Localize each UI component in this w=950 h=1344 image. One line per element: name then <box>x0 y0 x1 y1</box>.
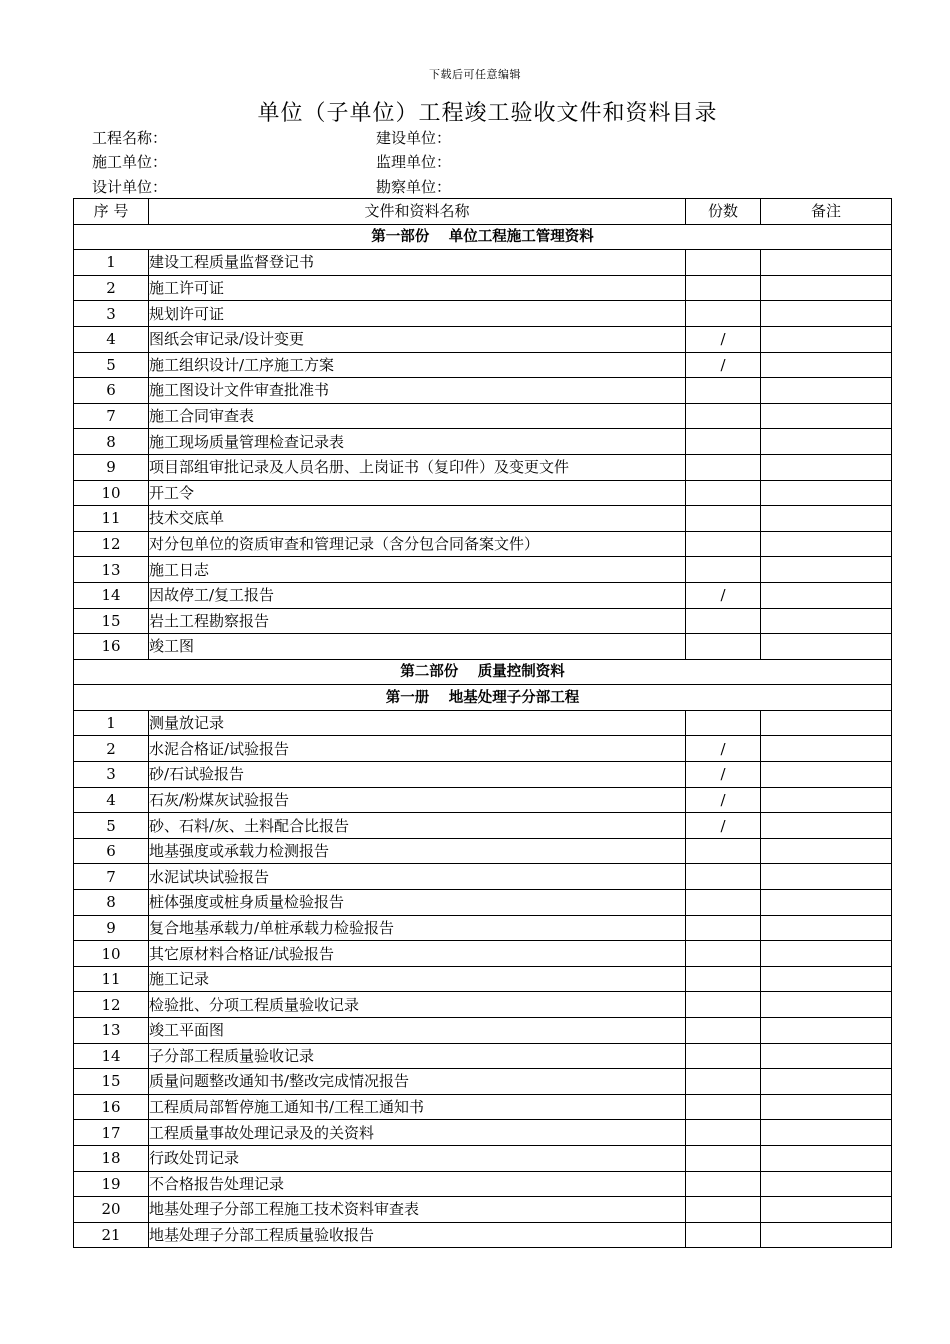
row-document-name: 岩土工程勘察报告 <box>149 608 686 634</box>
row-number: 21 <box>74 1222 149 1248</box>
builder-label: 建设单位： <box>376 129 452 147</box>
row-document-name: 石灰/粉煤灰试验报告 <box>149 787 686 813</box>
row-note <box>761 1043 892 1069</box>
row-document-name: 水泥合格证/试验报告 <box>149 736 686 762</box>
row-document-name: 建设工程质量监督登记书 <box>149 250 686 276</box>
row-copies <box>686 1197 761 1223</box>
row-number: 8 <box>74 429 149 455</box>
table-row <box>74 864 892 890</box>
row-note <box>761 787 892 813</box>
row-document-name: 因故停工/复工报告 <box>149 582 686 608</box>
row-note <box>761 378 892 404</box>
table-row <box>74 813 892 839</box>
row-number: 9 <box>74 915 149 941</box>
section-title: 第一册 地基处理子分部工程 <box>74 685 892 711</box>
table-row <box>74 762 892 788</box>
row-number: 4 <box>74 787 149 813</box>
row-note <box>761 403 892 429</box>
row-number: 5 <box>74 352 149 378</box>
table-row <box>74 480 892 506</box>
section-title: 第二部份 质量控制资料 <box>74 659 892 685</box>
row-copies <box>686 966 761 992</box>
row-copies <box>686 250 761 276</box>
row-note <box>761 1171 892 1197</box>
row-note <box>761 966 892 992</box>
row-note <box>761 352 892 378</box>
row-note <box>761 301 892 327</box>
row-document-name: 地基强度或承载力检测报告 <box>149 838 686 864</box>
row-number: 9 <box>74 454 149 480</box>
table-row <box>74 429 892 455</box>
row-copies <box>686 710 761 736</box>
row-document-name: 施工许可证 <box>149 275 686 301</box>
row-copies: / <box>686 736 761 762</box>
row-copies <box>686 531 761 557</box>
table-row <box>74 275 892 301</box>
row-document-name: 不合格报告处理记录 <box>149 1171 686 1197</box>
row-note <box>761 813 892 839</box>
table-row <box>74 787 892 813</box>
row-number: 3 <box>74 762 149 788</box>
row-number: 12 <box>74 992 149 1018</box>
row-note <box>761 1222 892 1248</box>
row-copies <box>686 454 761 480</box>
section-row <box>74 685 892 711</box>
section-row <box>74 224 892 250</box>
row-note <box>761 915 892 941</box>
row-document-name: 技术交底单 <box>149 506 686 532</box>
row-document-name: 行政处罚记录 <box>149 1145 686 1171</box>
row-number: 17 <box>74 1120 149 1146</box>
header-seq: 序 号 <box>74 199 149 225</box>
row-copies: / <box>686 762 761 788</box>
row-document-name: 竣工平面图 <box>149 1018 686 1044</box>
row-number: 6 <box>74 838 149 864</box>
row-copies <box>686 480 761 506</box>
row-note <box>761 480 892 506</box>
table-row <box>74 634 892 660</box>
row-note <box>761 1018 892 1044</box>
table-row <box>74 1197 892 1223</box>
header-note: 备注 <box>761 199 892 225</box>
row-copies <box>686 506 761 532</box>
row-note <box>761 736 892 762</box>
row-copies <box>686 1043 761 1069</box>
row-number: 19 <box>74 1171 149 1197</box>
row-note <box>761 1069 892 1095</box>
designer-label: 设计单位： <box>92 178 168 196</box>
row-copies <box>686 557 761 583</box>
table-row <box>74 966 892 992</box>
row-copies <box>686 1018 761 1044</box>
row-copies <box>686 1094 761 1120</box>
row-note <box>761 1120 892 1146</box>
table-row <box>74 352 892 378</box>
row-document-name: 施工图设计文件审查批准书 <box>149 378 686 404</box>
row-note <box>761 454 892 480</box>
row-copies <box>686 941 761 967</box>
row-copies <box>686 608 761 634</box>
table-row <box>74 890 892 916</box>
table-row <box>74 557 892 583</box>
supervisor-label: 监理单位： <box>376 153 452 171</box>
table-row <box>74 1069 892 1095</box>
row-number: 16 <box>74 1094 149 1120</box>
table-row <box>74 506 892 532</box>
row-copies <box>686 429 761 455</box>
row-document-name: 施工组织设计/工序施工方案 <box>149 352 686 378</box>
table-row <box>74 736 892 762</box>
row-document-name: 质量问题整改通知书/整改完成情况报告 <box>149 1069 686 1095</box>
row-copies: / <box>686 582 761 608</box>
row-note <box>761 557 892 583</box>
row-document-name: 施工记录 <box>149 966 686 992</box>
row-note <box>761 531 892 557</box>
table-row <box>74 710 892 736</box>
row-number: 5 <box>74 813 149 839</box>
table-row <box>74 531 892 557</box>
table-header-row <box>74 199 892 225</box>
table-row <box>74 1145 892 1171</box>
row-note <box>761 326 892 352</box>
table-row <box>74 1171 892 1197</box>
row-copies <box>686 992 761 1018</box>
row-note <box>761 582 892 608</box>
row-copies: / <box>686 813 761 839</box>
row-copies <box>686 1171 761 1197</box>
row-number: 14 <box>74 1043 149 1069</box>
table-row <box>74 454 892 480</box>
row-copies <box>686 403 761 429</box>
row-document-name: 复合地基承载力/单桩承载力检验报告 <box>149 915 686 941</box>
row-document-name: 图纸会审记录/设计变更 <box>149 326 686 352</box>
table-row <box>74 403 892 429</box>
row-number: 1 <box>74 250 149 276</box>
row-document-name: 地基处理子分部工程施工技术资料审查表 <box>149 1197 686 1223</box>
row-copies: / <box>686 326 761 352</box>
row-document-name: 砂、石料/灰、土料配合比报告 <box>149 813 686 839</box>
row-note <box>761 838 892 864</box>
row-note <box>761 864 892 890</box>
row-document-name: 施工日志 <box>149 557 686 583</box>
row-number: 10 <box>74 941 149 967</box>
row-number: 16 <box>74 634 149 660</box>
row-number: 11 <box>74 966 149 992</box>
row-copies: / <box>686 352 761 378</box>
row-document-name: 测量放记录 <box>149 710 686 736</box>
row-number: 13 <box>74 1018 149 1044</box>
row-document-name: 砂/石试验报告 <box>149 762 686 788</box>
row-document-name: 规划许可证 <box>149 301 686 327</box>
table-row <box>74 250 892 276</box>
table-row <box>74 1018 892 1044</box>
row-copies <box>686 634 761 660</box>
row-document-name: 竣工图 <box>149 634 686 660</box>
table-row <box>74 326 892 352</box>
row-number: 20 <box>74 1197 149 1223</box>
table-row <box>74 992 892 1018</box>
row-copies <box>686 1120 761 1146</box>
row-copies <box>686 301 761 327</box>
row-note <box>761 275 892 301</box>
row-copies <box>686 915 761 941</box>
row-note <box>761 762 892 788</box>
row-document-name: 检验批、分项工程质量验收记录 <box>149 992 686 1018</box>
row-number: 6 <box>74 378 149 404</box>
row-number: 2 <box>74 275 149 301</box>
row-number: 4 <box>74 326 149 352</box>
row-number: 7 <box>74 403 149 429</box>
row-note <box>761 634 892 660</box>
row-note <box>761 250 892 276</box>
row-document-name: 项目部组审批记录及人员名册、上岗证书（复印件）及变更文件 <box>149 454 686 480</box>
project-name-label: 工程名称： <box>92 129 168 147</box>
row-copies <box>686 1069 761 1095</box>
row-document-name: 子分部工程质量验收记录 <box>149 1043 686 1069</box>
row-document-name: 工程质局部暂停施工通知书/工程工通知书 <box>149 1094 686 1120</box>
row-document-name: 对分包单位的资质审查和管理记录（含分包合同备案文件） <box>149 531 686 557</box>
watermark-text: 下载后可任意编辑 <box>429 68 521 81</box>
section-row <box>74 659 892 685</box>
row-number: 8 <box>74 890 149 916</box>
row-note <box>761 1197 892 1223</box>
row-note <box>761 1094 892 1120</box>
header-copies: 份数 <box>686 199 761 225</box>
row-copies <box>686 275 761 301</box>
row-document-name: 施工现场质量管理检查记录表 <box>149 429 686 455</box>
row-number: 12 <box>74 531 149 557</box>
table-row <box>74 608 892 634</box>
document-title: 单位（子单位）工程竣工验收文件和资料目录 <box>257 101 718 126</box>
row-number: 13 <box>74 557 149 583</box>
row-note <box>761 941 892 967</box>
row-document-name: 工程质量事故处理记录及的关资料 <box>149 1120 686 1146</box>
row-note <box>761 506 892 532</box>
table-row <box>74 941 892 967</box>
row-document-name: 施工合同审查表 <box>149 403 686 429</box>
row-note <box>761 710 892 736</box>
table-row <box>74 1222 892 1248</box>
row-note <box>761 1145 892 1171</box>
row-document-name: 开工令 <box>149 480 686 506</box>
row-number: 15 <box>74 608 149 634</box>
table-row <box>74 1094 892 1120</box>
row-copies <box>686 890 761 916</box>
header-name: 文件和资料名称 <box>149 199 686 225</box>
row-document-name: 水泥试块试验报告 <box>149 864 686 890</box>
row-number: 14 <box>74 582 149 608</box>
row-copies <box>686 1145 761 1171</box>
row-number: 18 <box>74 1145 149 1171</box>
row-number: 1 <box>74 710 149 736</box>
row-number: 11 <box>74 506 149 532</box>
row-note <box>761 608 892 634</box>
table-row <box>74 1043 892 1069</box>
document-table <box>73 198 892 1248</box>
table-row <box>74 582 892 608</box>
row-note <box>761 429 892 455</box>
row-document-name: 其它原材料合格证/试验报告 <box>149 941 686 967</box>
row-note <box>761 992 892 1018</box>
table-row <box>74 1120 892 1146</box>
row-number: 2 <box>74 736 149 762</box>
row-note <box>761 890 892 916</box>
table-row <box>74 301 892 327</box>
surveyor-label: 勘察单位： <box>376 178 452 196</box>
row-copies: / <box>686 787 761 813</box>
row-copies <box>686 838 761 864</box>
row-copies <box>686 378 761 404</box>
contractor-label: 施工单位： <box>92 153 168 171</box>
row-number: 15 <box>74 1069 149 1095</box>
table-row <box>74 915 892 941</box>
row-copies <box>686 864 761 890</box>
row-number: 10 <box>74 480 149 506</box>
row-document-name: 桩体强度或桩身质量检验报告 <box>149 890 686 916</box>
row-document-name: 地基处理子分部工程质量验收报告 <box>149 1222 686 1248</box>
table-row <box>74 838 892 864</box>
row-number: 3 <box>74 301 149 327</box>
table-row <box>74 378 892 404</box>
section-title: 第一部份 单位工程施工管理资料 <box>74 224 892 250</box>
row-copies <box>686 1222 761 1248</box>
row-number: 7 <box>74 864 149 890</box>
